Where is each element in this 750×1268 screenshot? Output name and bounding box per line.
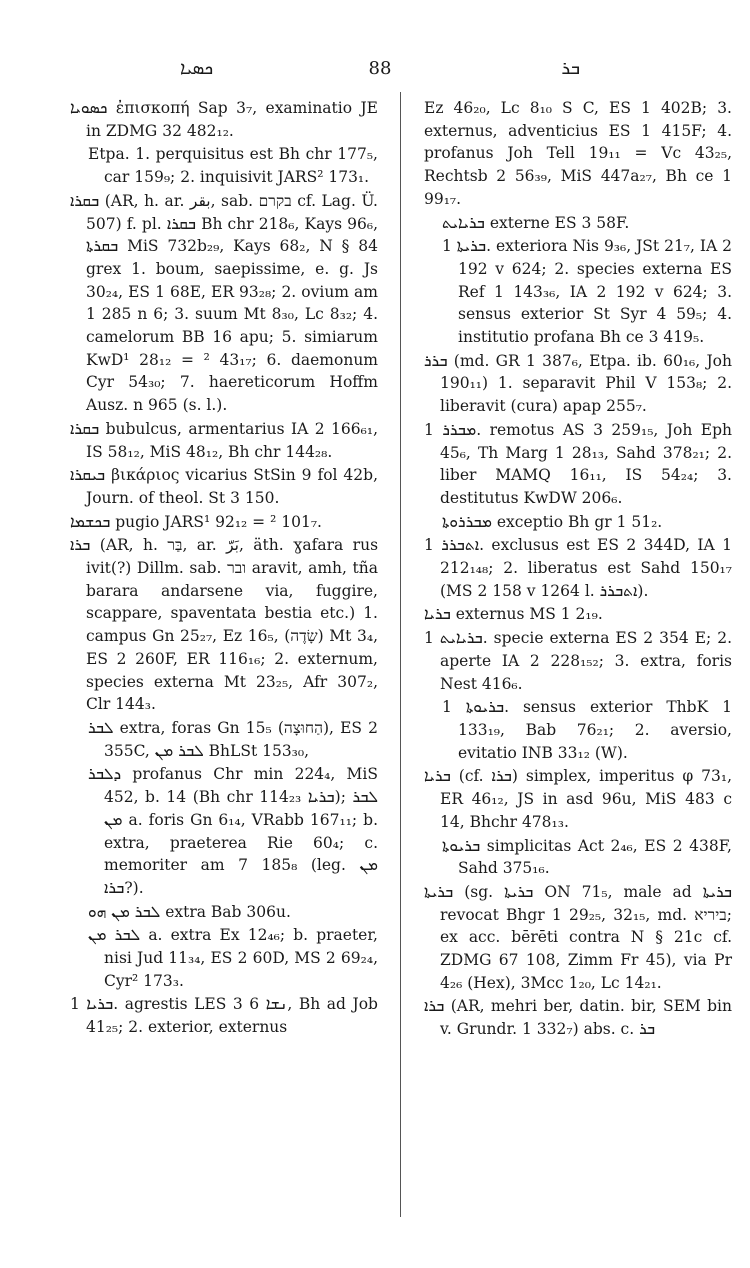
dictionary-entry: ܒܪܝܐ 1. agrestis LES 3 ܢܫܐ 6, Bh ad Job 41₂₅; 2. exterior, externus <box>70 995 378 1037</box>
dictionary-entry: ܒܪܝܘܬܐ 1. sensus exterior ThbK 1 133₁₉, Bab 76₂₁; 2. aversio, evitatio INB 33₁₂ (W). <box>442 698 732 762</box>
dictionary-entry: ܒܪܝܐܝܬ externe ES 3 58F. <box>442 213 630 232</box>
dictionary-entry: ܒܩܪܐ (AR, h. ar. بقر, sab. בקרם cf. Lag. Ü. 507) f. pl. ܒܩܪܐ Bh chr 218₆, Kays 96₆, ܒܩܪܬܐ MiS 732b₂₉, Kays 68₂, N § 84 grex 1. boum, saepissime, e. g. Js 30₂₄, ES 1 68E, ER 93₂₈; 2. ovium am 1 285 n 6; 3. suum Mt 8₃₀, Lc 8₃₂; 4. camelorum BB 16 apu; 5. simiarum KwD¹ 28₁₂ = ² 43₁₇; 6. daemonum Cyr 54₃₀; 7. haereticorum Hoffm Ausz. n 965 (s. l.). <box>70 191 378 415</box>
dictionary-entry: ܒܪܐ (AR, h. בַּר, ar. بَرّ, äth. ɣafara rus ivit(?) Dillm. sab. ובר aravit, amh, tña barara andarsene via, fuggire, scappare, spaventata bestia etc.) 1. campus Gn 25₂₇, Ez 16₅, (שָׂדֶה) Mt 3₄, ES 2 260F, ER 116₁₆; 2. externum, species externa Mt 23₂₅, Afr 307₂, Clr 144₃. <box>70 536 379 714</box>
dictionary-entry: ܒܪܝܬܐ (sg. ܒܪܝܬܐ ON 71₅, male ad ܒܪܝܬܐ revocat Bhgr 1 29₂₅, 32₁₅, md. ביריא; ex acc. bērēti contra N § 21c cf. ZDMG 67 108, Zimm Fr 45), via Pr 4₂₆ (Hex), 3Mcc 1₂₀, Lc 14₂₁. <box>424 882 732 992</box>
page-header <box>70 58 690 82</box>
dictionary-entry: Ez 46₂₀, Lc 8₁₀ S C, ES 1 402B; 3. externus, adventicius ES 1 415F; 4. profanus Joh Tell 19₁₁ = Vc 43₂₅, Rechtsb 2 56₃₉, MiS 447a₂₇, Bh ce 1 99₁₇. <box>424 99 732 208</box>
dictionary-entry: ܟܣܘܝܐ ἐπισκοπή Sap 3₇, examinatio JE in ZDMG 32 482₁₂. <box>70 99 378 140</box>
dictionary-entry: ܒܪܝܐ externus MS 1 2₁₉. <box>424 605 603 624</box>
dictionary-entry: ܠܒܪ extra, foras Gn 15₅ (הַחוּצָה), ES 2 355C, ܠܒܪ ܡܢ BhLSt 153₃₀, <box>88 718 378 760</box>
left-column <box>70 97 378 1040</box>
dictionary-entry: ܐܬܒܪܪ 1. exclusus est ES 2 344D, IA 1 212₁₄₈; 2. liberatus est Sahd 150₁₇ (MS 2 158 v 1264 l. ܐܬܒܪܪ). <box>424 536 732 600</box>
dictionary-entry: ܡܒܪܪܘܬܐ exceptio Bh gr 1 51₂. <box>442 512 663 531</box>
header-left-word: ܟܣܝܐ <box>180 58 214 79</box>
dictionary-entry: ܒܪܐ (AR, mehri ber, datin. bir, SEM bin v. Grundr. 1 332₇) abs. c. ܒܪ <box>424 997 732 1039</box>
right-column <box>424 97 732 1042</box>
dictionary-entry: ܒܪܝܐ (cf. ܒܪܐ) simplex, imperitus φ 73₁, ER 46₁₂, JS in asd 96u, MiS 483 c 14, Bhchr 478₁₃. <box>424 767 732 831</box>
dictionary-entry: ܒܟܫܡܐ pugio JARS¹ 92₁₂ = ² 101₇. <box>70 512 322 531</box>
dictionary-entry: ܒܪܝܐܝܬ 1. specie externa ES 2 354 E; 2. aperte IA 2 228₁₅₂; 3. extra, foris Nest 416₆. <box>424 629 732 693</box>
dictionary-entry: ܒܪܝܬܐ 1. exteriora Nis 9₃₆, JSt 21₇, IA 2 192 v 624; 2. species externa ES Ref 1 143₃₆, IA 2 192 v 624; 3. sensus exterior St Syr 4 59₅; 4. institutio profana Bh ce 3 419₅. <box>442 237 732 347</box>
dictionary-entry: ܠܒܪ ܡܢ ܗܘ extra Bab 306u. <box>88 902 291 921</box>
dictionary-entry: ܒܝܩܪܐ βικάριος vicarius StSin 9 fol 42b, Journ. of theol. St 3 150. <box>70 466 378 507</box>
dictionary-entry: ܒܪܝܘܬܐ simplicitas Act 2₄₆, ES 2 438F, Sahd 375₁₆. <box>442 836 732 878</box>
dictionary-entry: ܕܠܒܪ profanus Chr min 224₄, MiS 452, b. 14 (Bh chr 114₂₃ ܒܪܝܐ); ܠܒܪ ܡܢ a. foris Gn 6₁₄, VRabb 167₁₁; b. extra, praeterea Rie 60₄; c. memoriter am 7 185₈ (leg. ܡܢ ܒܪܐ?). <box>88 765 378 897</box>
dictionary-entry: Etpa. 1. perquisitus est Bh chr 177₅, car 159₉; 2. inquisivit JARS² 173₁. <box>88 145 378 187</box>
dictionary-entry: ܒܩܪܐ bubulcus, armentarius IA 2 166₆₁, IS 58₁₂, MiS 48₁₂, Bh chr 144₂₈. <box>70 419 378 461</box>
column-divider <box>400 92 401 1217</box>
dictionary-entry: ܡܒܪܪ 1. remotus AS 3 259₁₅, Joh Eph 45₆, Th Marg 1 28₁₃, Sahd 378₂₁; 2. liber MAMQ 16₁₁, IS 54₂₄; 3. destitutus KwDW 206₆. <box>424 420 732 507</box>
dictionary-entry: ܠܒܪ ܡܢ a. extra Ex 12₄₆; b. praeter, nisi Jud 11₃₄, ES 2 60D, MS 2 69₂₄, Cyr² 173₃. <box>88 926 378 990</box>
page-number: 88 <box>368 58 392 79</box>
header-right-word: ܒܪ <box>561 58 580 79</box>
dictionary-entry: ܒܪܪ (md. GR 1 387₆, Etpa. ib. 60₁₆, Joh 190₁₁) 1. separavit Phil V 153₈; 2. liberavit (cura) apap 255₇. <box>424 351 732 416</box>
